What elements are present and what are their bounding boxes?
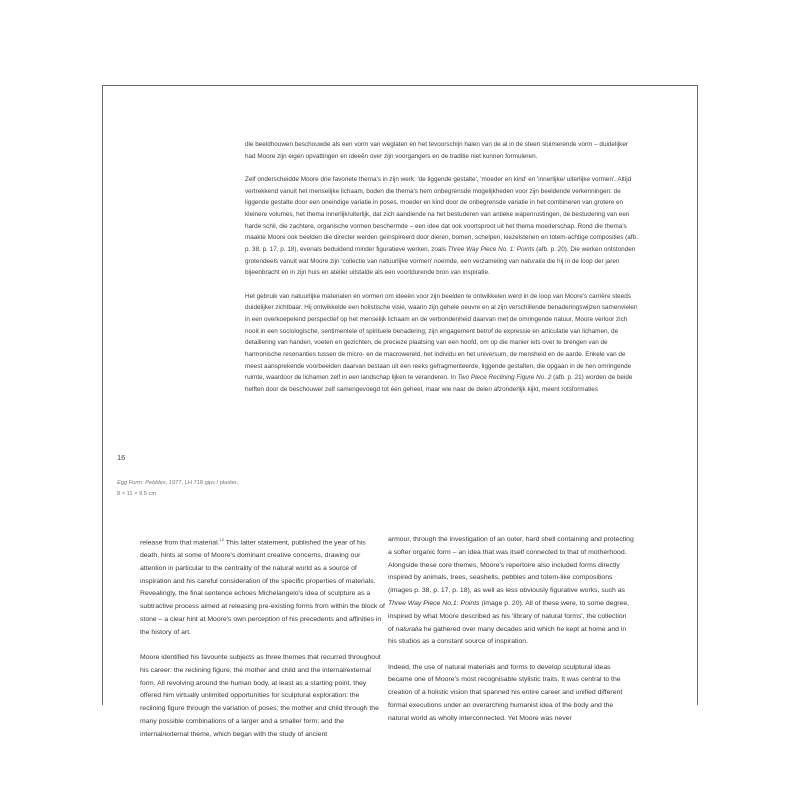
dutch-paragraph-2-part-c: die hij in de loop der jaren bijeenbracht en in zijn huis en atelier uitstalde als een voortdurende bron van inspiratie. [245,257,620,277]
dutch-paragraph-3-part-a: Het gebruik van natuurlijke materialen en vormen om ideeën voor zijn beelden te ontwikkelen werd in de loop van Moore's carrière steeds duidelijker zichtbaar. Hij ontwikkelde een holistische visie, waarin zijn gehele oeuvre en al zijn verschillende benaderingswijzen samenvielen in een overkoepelend perspectief op het menselijk lichaam en de verbondenheid daarvan met de omringende natuur. Moore verloor zich nooit in een sociologische, sentimentele of spirituele benadering; zijn engagement betrof de expressie en articulatie van lichamen, de detaillering van handen, voeten en gezichten, de precieze plaatsing van een hoofd, om op die manier iets over te brengen van de harmonische resonanties tussen de micro- en de macrowereld, het individu en het universum, de mensheid en de aarde. Enkele van de meest aansprekende voorbeelden daarvan bestaan uit een reeks gefragmenteerde, liggende gestalten, die opgaan in de hen omringende ruimte, waardoor de lichamen zelf in een landschap lijken te veranderen. In [245,292,638,382]
dutch-page [103,86,697,533]
dutch-text-block [245,139,640,407]
image-caption [117,478,317,500]
english-right-paragraph-1-part-a: armour, through the investigation of an outer, hard shell containing and protecting a softer organic form – an idea that was itself connected to that of motherhood. Alongside these core themes, Moore's repertoire also included forms directly inspired by animals, trees, seashells, pebbles and totem-like compositions (images p. 38, p. 17, p. 18), as well as less obviously figurative works, such as [388,536,634,595]
dutch-paragraph-3 [245,291,640,396]
term-naturalia-en: naturalia [395,625,422,633]
english-page [103,534,697,738]
english-right-paragraph-1 [388,534,634,649]
english-column-right [388,534,634,738]
footnote-marker: 12 [219,537,224,542]
dutch-paragraph-1: die beeldhouwen beschouwde als een vorm van weglaten en het tevoorschijn halen van de al in de steen sluimerende vorm – duidelijker had Moore zijn eigen opvattingen en ideeën over zijn voorgangers en de traditie niet kunnen formuleren. [245,141,628,160]
dutch-paragraph-3-part-b: (afb. p. 21) worden de beide helften door de beschouwer zelf samengevoegd tot één geheel, maar wie naar de delen afzonderlijk kijkt, meent rotsformaties [245,374,633,394]
english-column-left [140,534,386,754]
english-left-paragraph-1-part-b: This latter statement, published the year of his death, hints at some of Moore's dominant creative concerns, drawing our attention in particular to the centrality of the natural world as a source of inspiration and his careful consideration of the specific properties of materials. Revealingly, the final sentence echoes Michelangelo's idea of sculpture as a subtractive process aimed at releasing pre-existing forms from within the block of stone – a clear hint at Moore's own perception of his precedents and affinities in the history of art. [140,539,385,636]
english-left-paragraph-1-part-a: release from that material. [140,539,220,547]
artwork-title-three-way-piece-en: Three Way Piece No.1: Points [388,599,480,607]
english-right-paragraph-2: Indeed, the use of natural materials and forms to develop sculptural ideas became one of Moore's most recognisable stylistic traits. It was central to the creation of a holistic vision that spanned his entire career and unified different formal executions under an overarching humanist idea of the body and the natural world as wholly interconnected. Yet Moore was never [388,663,623,722]
english-left-paragraph-1 [140,534,386,640]
artwork-title-two-piece-reclining: Two Piece Reclining Figure No. 2 [457,374,552,382]
english-right-paragraph-1-part-b: (image p. 20). All of these were, to some degree, inspired by what Moore described as his 'library of natural forms', the collection of [388,599,630,633]
page-number: 16 [117,453,126,462]
caption-title: Egg Form: Pebbles [117,480,166,486]
dutch-paragraph-2-part-a: Zelf onderscheidde Moore drie favoriete thema's in zijn werk: 'de liggende gestalte', 'moeder en kind' en 'innerlijke/ uiterlijke vormen'. Altijd vertrekkend vanuit het menselijke lichaam, boden die thema's hem onbegrensde mogelijkheden voor zijn beeldende verkenningen: de liggende gestalte door een oneindige variatie in poses, moeder en kind door de onbegrensde variatie in het combineren van grotere en kleinere volumes, het thema innerlijk/uiterlijk, dat zich aandiende na het bestuderen van antieke wapenrustingen, de bestudering van een harde schil, die zachtere, organische vormen beschermde – een idee dat ook voortsproot uit het thema moederschap. Rond die thema's maakte Moore ook beelden die directer werden geïnspireerd door dieren, bomen, schelpen, kiezelstenen en totem-achtige composities (afb. p. 38, p. 17, p. 18), evenals beduidend minder figuratieve werken, zoals [245,175,638,254]
english-right-paragraph-1-part-c: he gathered over many decades and which he kept at home and in his studios as a constant source of inspiration. [388,625,627,646]
artwork-title-three-way-piece: Three Way Piece No. 1: Points [447,246,535,254]
caption-details: , 1977, LH 718 gips / plaster, [165,480,239,486]
term-naturalia: naturalia [520,257,546,265]
caption-dimensions: 8 × 11 × 9.5 cm [117,491,157,497]
book-spread [102,85,698,738]
dutch-paragraph-2-part-b: (afb. p. 20). Die werken ontstonden grotendeels vanuit wat Moore zijn 'collectie van natuurlijke vormen' noemde, een verzameling van [245,246,636,265]
english-left-paragraph-2: Moore identified his favourite subjects as three themes that recurred throughout his career: the reclining figure, the mother and child and the internal/external form. All revolving around the human body, at least as a starting point, they offered him virtually unlimited opportunities for sculptural exploration: the reclining figure through the variation of poses; the mother and child through the many possible combinations of a larger and a smaller form; and the internal/external theme, which began with the study of ancient [140,654,381,738]
dutch-paragraph-2 [245,174,640,279]
